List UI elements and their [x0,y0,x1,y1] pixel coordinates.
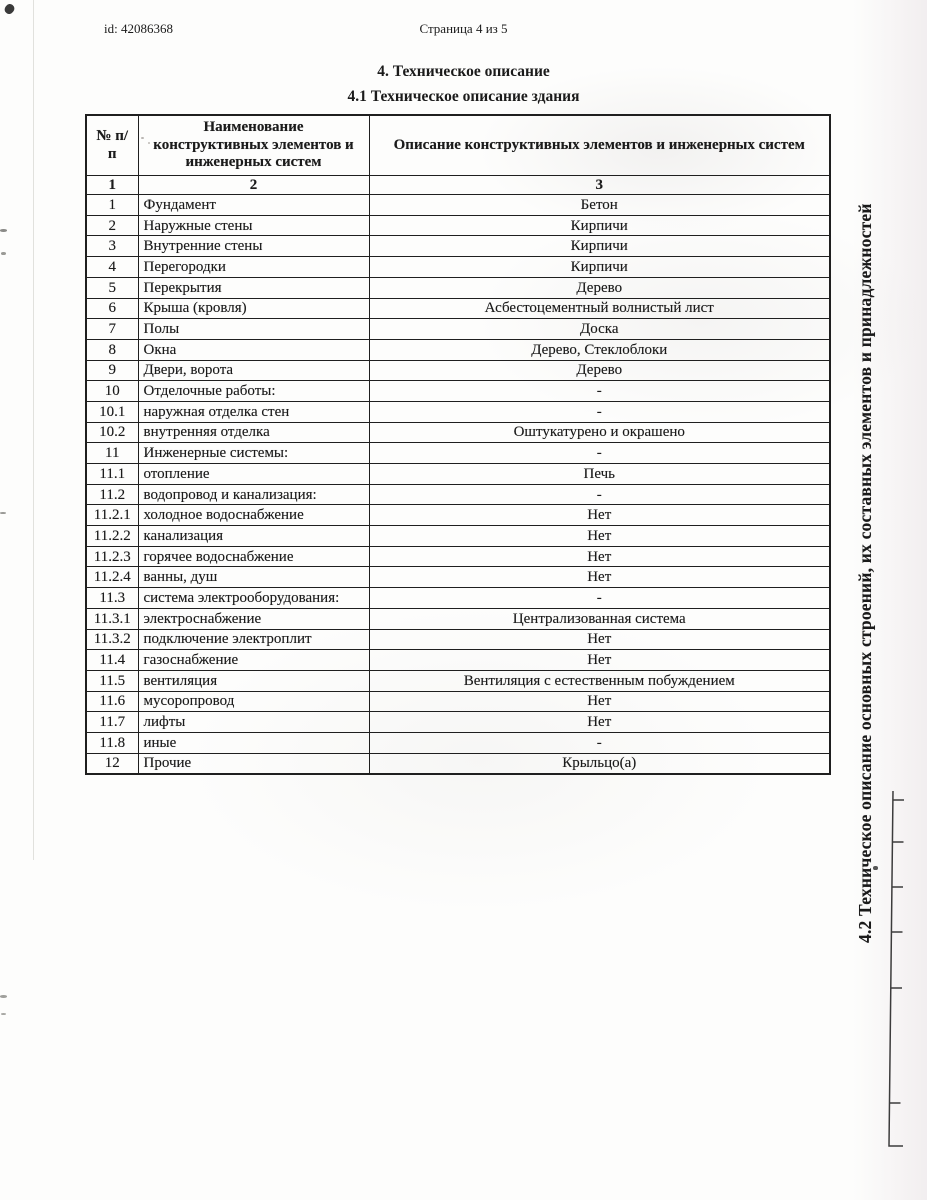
scan-speck [3,2,16,15]
col-header-number: № п/п [86,115,138,176]
table-row [86,215,830,236]
col-number: 3 [369,176,830,195]
element-description: Дерево [369,277,830,298]
column-number-row [86,176,830,195]
table-row [86,236,830,257]
table-row [86,464,830,485]
element-description: Дерево [369,360,830,381]
table-row [86,319,830,340]
table-row [86,732,830,753]
element-name: Перекрытия [138,277,369,298]
table-row [86,443,830,464]
row-number: 11.7 [86,712,138,733]
row-number: 11.3.2 [86,629,138,650]
element-name: Инженерные системы: [138,443,369,464]
row-number: 2 [86,215,138,236]
row-number: 11.2.3 [86,546,138,567]
row-number: 11.2 [86,484,138,505]
element-description: Печь [369,464,830,485]
row-number: 11.1 [86,464,138,485]
table-row [86,505,830,526]
col-number: 2 [138,176,369,195]
col-header-name: Наименование конструктивных элементов и инженерных систем [138,115,369,176]
element-description: Нет [369,567,830,588]
element-name: Прочие [138,753,369,774]
row-number: 10.2 [86,422,138,443]
element-name: Наружные стены [138,215,369,236]
element-description: Доска [369,319,830,340]
element-name: горячее водоснабжение [138,546,369,567]
element-description: - [369,401,830,422]
row-number: 7 [86,319,138,340]
element-description: Нет [369,629,830,650]
element-description: Асбестоцементный волнистый лист [369,298,830,319]
table-row [86,712,830,733]
element-name: внутренняя отделка [138,422,369,443]
element-description: Крыльцо(а) [369,753,830,774]
table-header-row [86,115,830,176]
table-row [86,691,830,712]
element-name: канализация [138,526,369,547]
page-indicator: Страница 4 из 5 [419,21,508,36]
element-name: Двери, ворота [138,360,369,381]
table-row [86,588,830,609]
row-number: 11.8 [86,732,138,753]
element-description: Кирпичи [369,215,830,236]
row-number: 11.5 [86,670,138,691]
table-row [86,650,830,671]
element-description: - [369,443,830,464]
table-row [86,277,830,298]
element-description: Нет [369,546,830,567]
subsection-title: 4.1 Техническое описание здания [347,88,580,105]
row-number: 11 [86,443,138,464]
row-number: 12 [86,753,138,774]
row-number: 11.3.1 [86,608,138,629]
table-row [86,339,830,360]
element-description: Нет [369,650,830,671]
element-description: Кирпичи [369,236,830,257]
document-id: id: 42086368 [104,21,173,36]
element-name: отопление [138,464,369,485]
building-description-table [85,114,831,775]
row-number: 11.6 [86,691,138,712]
row-number: 10 [86,381,138,402]
scan-speck [1,1013,6,1015]
scan-speck [0,995,7,998]
element-name: Отделочные работы: [138,381,369,402]
element-name: Фундамент [138,195,369,216]
element-name: подключение электроплит [138,629,369,650]
row-number: 10.1 [86,401,138,422]
row-number: 5 [86,277,138,298]
table-row [86,526,830,547]
table-row [86,484,830,505]
row-number: 4 [86,257,138,278]
element-name: Внутренние стены [138,236,369,257]
table-row [86,753,830,774]
element-name: ванны, душ [138,567,369,588]
element-description: Нет [369,712,830,733]
element-description: Дерево, Стеклоблоки [369,339,830,360]
element-description: Кирпичи [369,257,830,278]
element-description: - [369,588,830,609]
scan-speck [0,229,7,232]
row-number: 8 [86,339,138,360]
scan-speck [0,512,6,514]
row-number: 11.4 [86,650,138,671]
scan-speck [1,252,6,255]
element-name: водопровод и канализация: [138,484,369,505]
element-name: газоснабжение [138,650,369,671]
side-note-vertical: 4.2 Техническое описание основных строений, их составных элементов и принадлежностей [855,203,875,943]
table-row [86,629,830,650]
element-description: Централизованная система [369,608,830,629]
element-description: - [369,484,830,505]
row-number: 3 [86,236,138,257]
table-row [86,401,830,422]
element-name: холодное водоснабжение [138,505,369,526]
table-row [86,195,830,216]
element-name: Окна [138,339,369,360]
element-name: наружная отделка стен [138,401,369,422]
element-name: иные [138,732,369,753]
element-name: электроснабжение [138,608,369,629]
section-title: 4. Техническое описание [377,63,550,80]
row-number: 1 [86,195,138,216]
element-description: - [369,732,830,753]
element-name: Полы [138,319,369,340]
table-row [86,422,830,443]
row-number: 9 [86,360,138,381]
element-description: Нет [369,526,830,547]
element-name: система электрооборудования: [138,588,369,609]
element-name: Перегородки [138,257,369,278]
paper-crease [33,0,34,860]
table-row [86,546,830,567]
table-row [86,360,830,381]
col-header-description: Описание конструктивных элементов и инженерных систем [369,115,830,176]
row-number: 11.2.1 [86,505,138,526]
element-name: лифты [138,712,369,733]
element-name: Крыша (кровля) [138,298,369,319]
table-row [86,257,830,278]
element-description: Оштукатурено и окрашено [369,422,830,443]
element-name: вентиляция [138,670,369,691]
table-row [86,608,830,629]
element-description: Бетон [369,195,830,216]
row-number: 11.3 [86,588,138,609]
row-number: 6 [86,298,138,319]
col-number: 1 [86,176,138,195]
row-number: 11.2.2 [86,526,138,547]
table-row [86,381,830,402]
table-row [86,298,830,319]
element-description: Нет [369,505,830,526]
element-description: Нет [369,691,830,712]
element-name: мусоропровод [138,691,369,712]
table-row [86,567,830,588]
table-row [86,670,830,691]
element-description: - [369,381,830,402]
row-number: 11.2.4 [86,567,138,588]
element-description: Вентиляция с естественным побуждением [369,670,830,691]
